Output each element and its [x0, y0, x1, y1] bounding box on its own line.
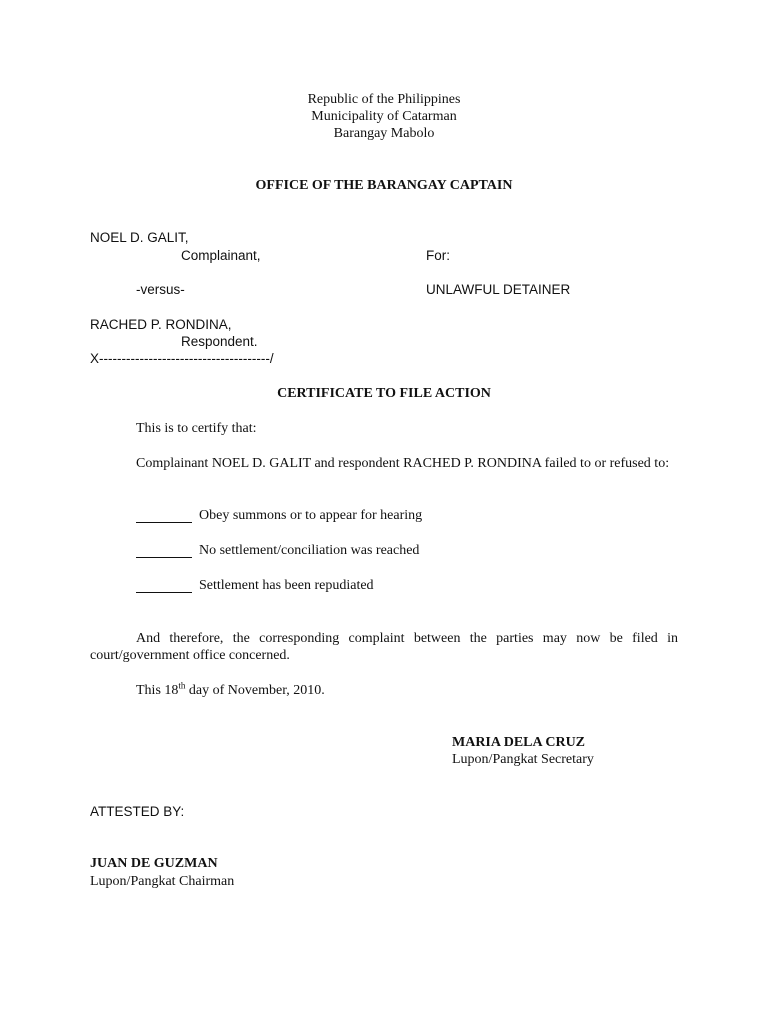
caption-separator: X--------------------------------------/ — [90, 351, 274, 366]
date-line — [136, 682, 325, 699]
option-blank-3 — [136, 592, 192, 593]
header-barangay: Barangay Mabolo — [333, 126, 435, 141]
date-rest: day of November, 2010. — [185, 683, 325, 698]
date-day: This 18 — [136, 683, 179, 698]
chairman-title: Lupon/Pangkat Chairman — [90, 874, 235, 889]
respondent-name: RACHED P. RONDINA, — [90, 317, 232, 332]
option-summons: Obey summons or to appear for hearing — [199, 508, 423, 523]
header-republic: Republic of the Philippines — [307, 92, 461, 107]
secretary-title: Lupon/Pangkat Secretary — [452, 752, 594, 767]
chairman-name: JUAN DE GUZMAN — [90, 856, 218, 871]
certify-statement: Complainant NOEL D. GALIT and respondent RACHED P. RONDINA failed to or refused to: — [136, 456, 670, 471]
attested-by-label: ATTESTED BY: — [90, 804, 185, 819]
versus-label: -versus- — [136, 282, 185, 297]
secretary-name: MARIA DELA CRUZ — [452, 735, 586, 750]
certify-intro: This is to certify that: — [136, 421, 257, 436]
complainant-role: Complainant, — [181, 248, 261, 263]
for-label: For: — [426, 248, 451, 263]
complainant-name: NOEL D. GALIT, — [90, 230, 189, 245]
option-blank-2 — [136, 557, 192, 558]
certificate-title: CERTIFICATE TO FILE ACTION — [277, 386, 491, 401]
option-no-settlement: No settlement/conciliation was reached — [199, 543, 420, 558]
respondent-role: Respondent. — [181, 334, 258, 349]
case-title: UNLAWFUL DETAINER — [426, 282, 571, 297]
option-blank-1 — [136, 522, 192, 523]
date-ordinal: th — [178, 680, 186, 691]
conclusion-paragraph: And therefore, the corresponding complaint between the parties may now be filed in court/government office concerned. — [90, 631, 678, 663]
option-repudiated: Settlement has been repudiated — [199, 578, 374, 593]
office-title: OFFICE OF THE BARANGAY CAPTAIN — [255, 178, 513, 193]
header-municipality: Municipality of Catarman — [311, 109, 457, 124]
